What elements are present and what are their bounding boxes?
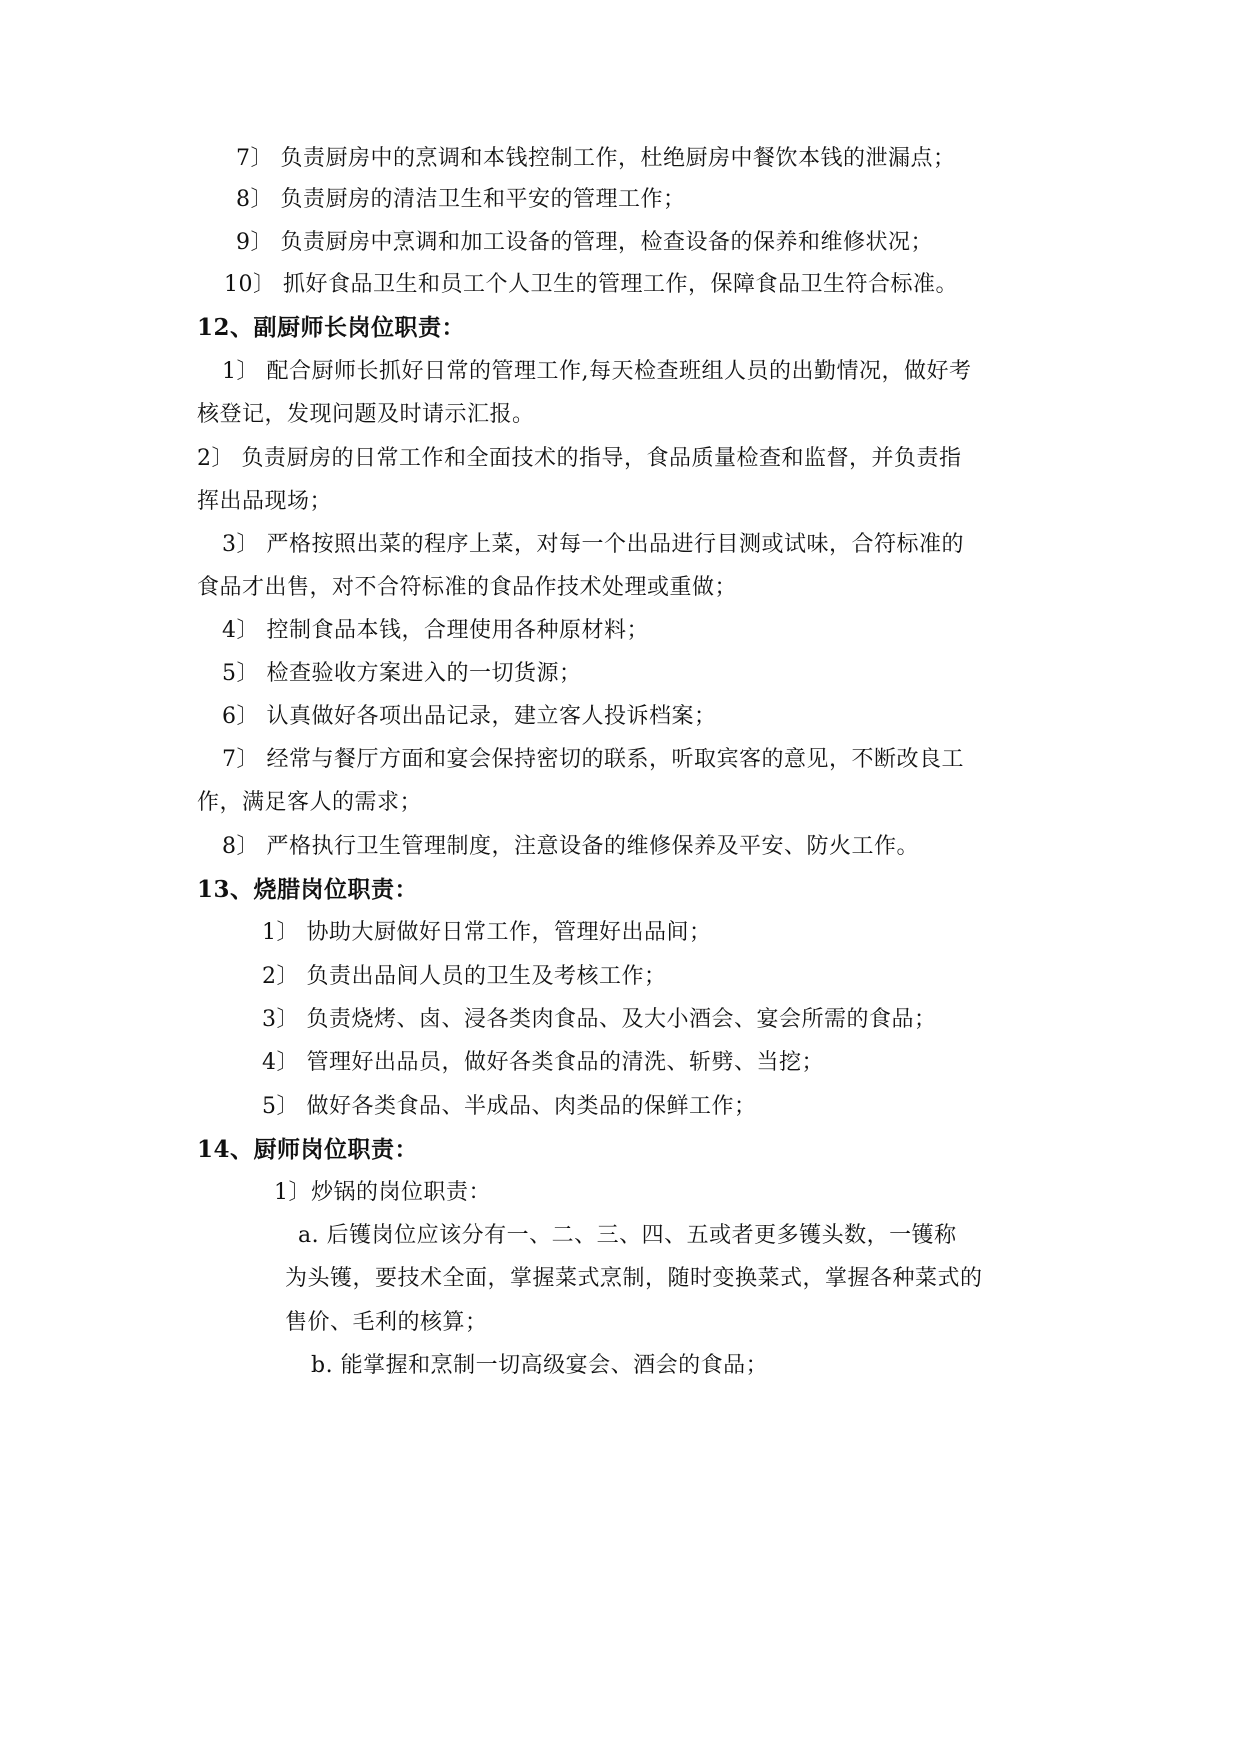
s12-item-7-line-2: 作，满足客人的需求； [197,790,423,815]
section-14-heading: 14、厨师岗位职责： [197,1136,419,1163]
s12-item-1-line-1: 1〕 配合厨师长抓好日常的管理工作,每天检查班组人员的出勤情况，做好考 [222,359,972,384]
s12-item-6: 6〕 认真做好各项出品记录，建立客人投诉档案； [222,704,717,729]
s12-item-3-line-2: 食品才出售，对不合符标准的食品作技术处理或重做； [197,575,738,600]
s13-item-3: 3〕 负责烧烤、卤、浸各类肉食品、及大小酒会、宴会所需的食品； [262,1007,937,1032]
s12-item-5: 5〕 检查验收方案进入的一切货源； [222,661,582,686]
section-13-heading: 13、烧腊岗位职责： [197,876,419,903]
s11-item-8: 8〕 负责厨房的清洁卫生和平安的管理工作； [236,187,686,212]
s13-item-5: 5〕 做好各类食品、半成品、肉类品的保鲜工作； [262,1094,757,1119]
s11-item-9: 9〕 负责厨房中烹调和加工设备的管理，检查设备的保养和维修状况； [236,230,933,255]
s13-item-1: 1〕 协助大厨做好日常工作，管理好出品间； [262,920,712,945]
s12-item-7-line-1: 7〕 经常与餐厅方面和宴会保持密切的联系，听取宾客的意见，不断改良工 [222,747,964,772]
s13-item-2: 2〕 负责出品间人员的卫生及考核工作； [262,964,667,989]
s14-sub-1: 1〕炒锅的岗位职责： [274,1180,491,1205]
s14-item-a-line-3: 售价、毛利的核算； [285,1310,488,1335]
s12-item-2-line-2: 挥出品现场； [197,489,333,514]
s11-item-10: 10〕 抓好食品卫生和员工个人卫生的管理工作，保障食品卫生符合标准。 [224,272,958,297]
s11-item-7: 7〕 负责厨房中的烹调和本钱控制工作，杜绝厨房中餐饮本钱的泄漏点； [236,146,956,171]
s12-item-2-line-1: 2〕 负责厨房的日常工作和全面技术的指导，食品质量检查和监督，并负责指 [197,446,962,471]
s12-item-4: 4〕 控制食品本钱，合理使用各种原材料； [222,618,649,643]
s13-item-4: 4〕 管理好出品员，做好各类食品的清洗、斩劈、当挖； [262,1050,824,1075]
s12-item-3-line-1: 3〕 严格按照出菜的程序上菜，对每一个出品进行目测或试味，合符标准的 [222,532,964,557]
s12-item-8: 8〕 严格执行卫生管理制度，注意设备的维修保养及平安、防火工作。 [222,834,919,859]
s12-item-1-line-2: 核登记，发现问题及时请示汇报。 [197,402,535,427]
section-12-heading: 12、副厨师长岗位职责： [197,314,466,341]
s14-item-a-line-1: a. 后镬岗位应该分有一、二、三、四、五或者更多镬头数，一镬称 [298,1223,957,1248]
s14-item-a-line-2: 为头镬，要技术全面，掌握菜式烹制，随时变换菜式，掌握各种菜式的 [285,1266,983,1291]
s14-item-b: b. 能掌握和烹制一切高级宴会、酒会的食品； [311,1353,769,1378]
